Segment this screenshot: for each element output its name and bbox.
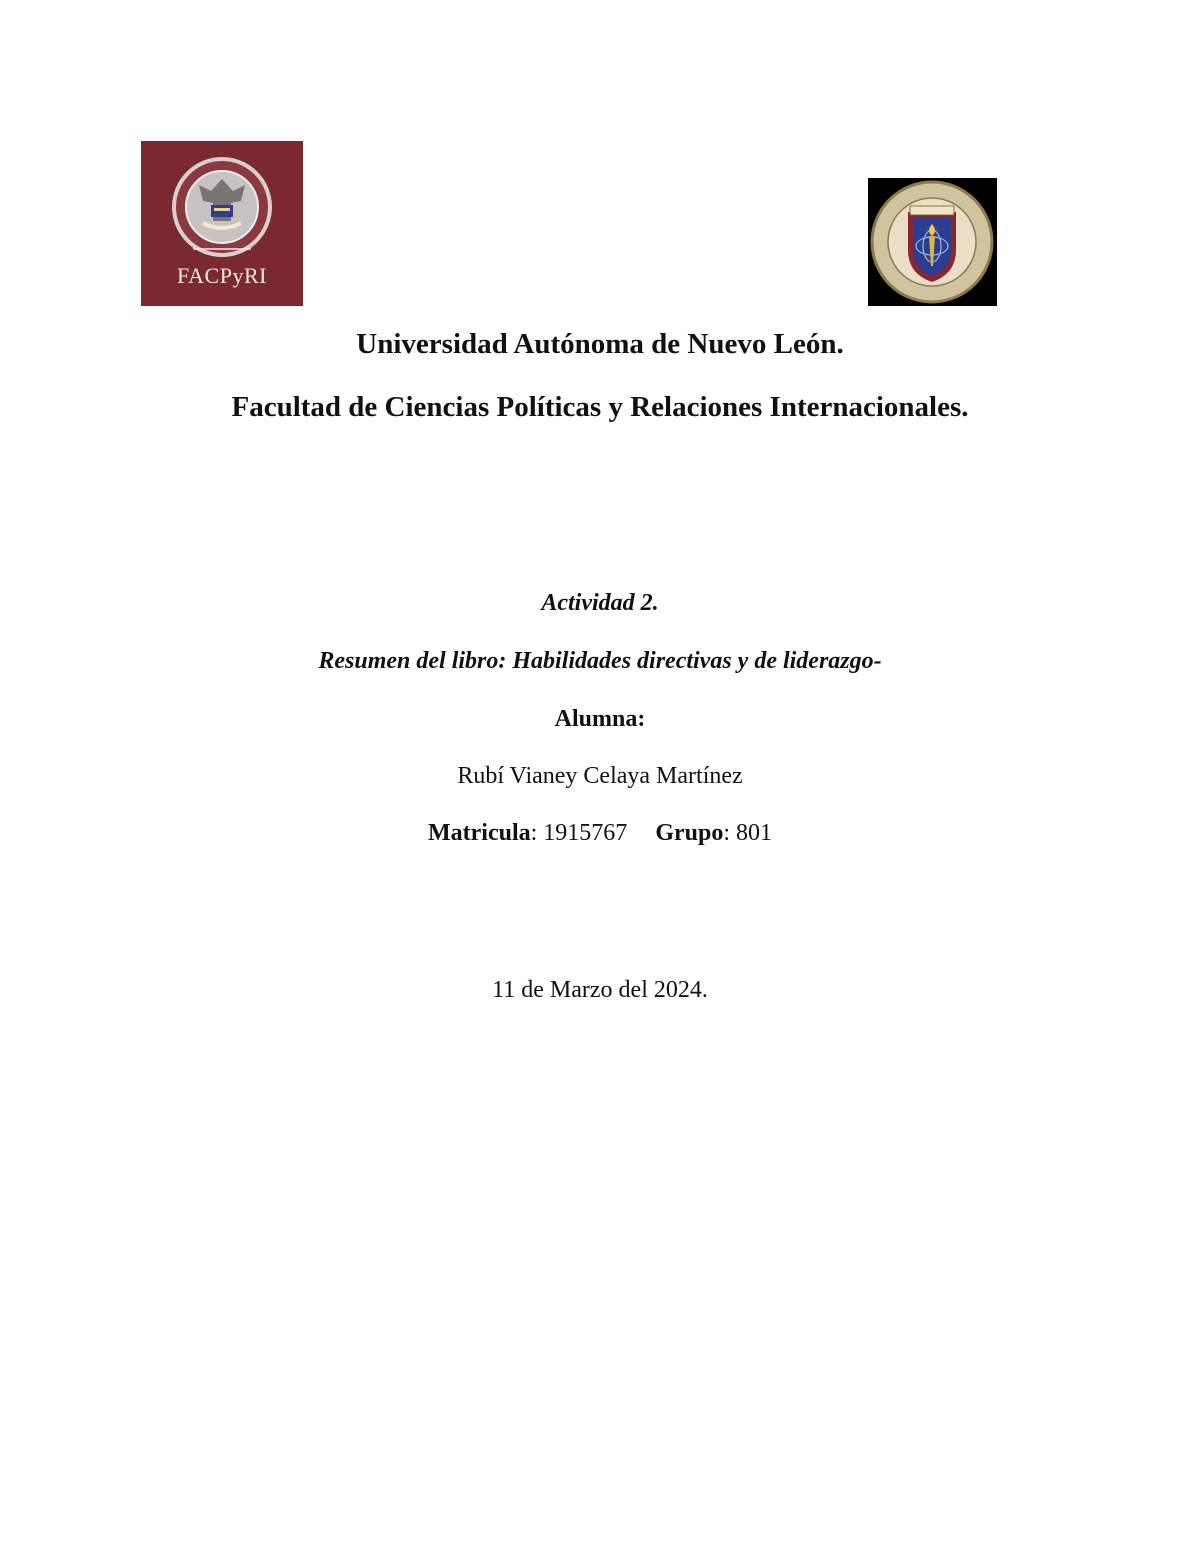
activity-title: Actividad 2.	[541, 590, 659, 616]
enrollment-label: Matricula	[428, 820, 531, 846]
student-name: Rubí Vianey Celaya Martínez	[457, 763, 743, 789]
uanl-logo	[868, 178, 997, 306]
summary-title: Resumen del libro: Habilidades directivas y de liderazgo-	[318, 648, 882, 674]
facpyri-logo	[141, 141, 303, 306]
group-label: Grupo	[655, 820, 724, 846]
enrollment-group-line	[0, 820, 1200, 847]
enrollment-value: : 1915767	[530, 820, 628, 846]
uanl-seal-icon	[868, 178, 997, 306]
university-title: Universidad Autónoma de Nuevo León.	[356, 328, 844, 360]
facpyri-wordmark: FACPyRI	[177, 263, 267, 288]
document-date: 11 de Marzo del 2024.	[492, 977, 708, 1003]
faculty-title: Facultad de Ciencias Políticas y Relaciones Internacionales.	[231, 391, 969, 423]
group-value: : 801	[723, 820, 772, 846]
student-label: Alumna:	[554, 706, 646, 732]
